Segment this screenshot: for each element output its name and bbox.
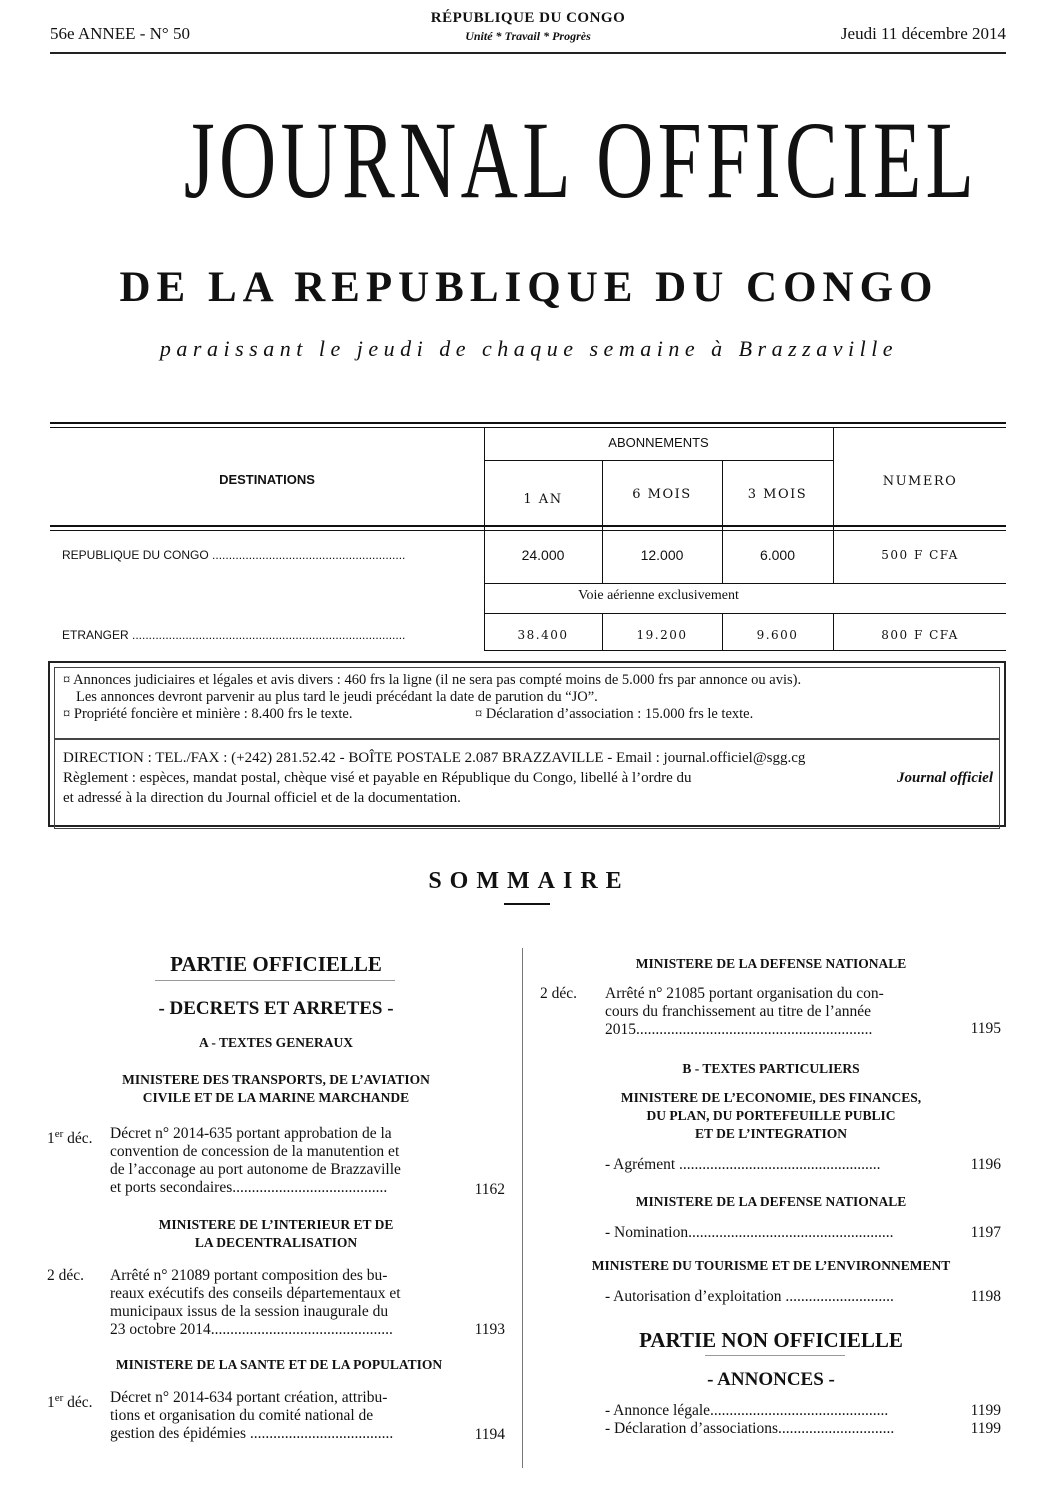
- sommaire-entry-arrete-21089[interactable]: [47, 1267, 505, 1343]
- destinations-header: DESTINATIONS: [219, 472, 315, 487]
- etranger-numero: 800 F CFA: [881, 628, 959, 642]
- textes-generaux-heading: A - TEXTES GENERAUX: [199, 1035, 353, 1050]
- sommaire-title: SOMMAIRE: [428, 868, 630, 894]
- entry-text-line: 23 octobre 2014...............................................: [110, 1321, 393, 1338]
- ministry-defense-1: MINISTERE DE LA DEFENSE NATIONALE: [635, 956, 907, 971]
- etranger-6mois: 19.200: [636, 628, 688, 642]
- entry-text-line: convention de concession de la manutention et: [110, 1143, 400, 1160]
- sommaire-entry-declaration[interactable]: [605, 1420, 1001, 1438]
- entry-page: 1194: [474, 1426, 505, 1443]
- table-hline-air: [484, 613, 1006, 614]
- notice-deadline: Les annonces devront parvenir au plus tard le jeudi précédant la date de parution du “JO”.: [76, 689, 598, 705]
- entry-text: [110, 1125, 440, 1197]
- partie-officielle-underline: [155, 980, 395, 981]
- entry-text-line: municipaux issus de la session inaugurale du: [110, 1303, 389, 1320]
- entry-page: 1162: [474, 1181, 505, 1198]
- entry-text-line: reaux exécutifs des conseils départementaux et: [110, 1285, 401, 1302]
- entry-text: [110, 1267, 440, 1339]
- partie-non-officielle-heading: PARTIE NON OFFICIELLE: [639, 1328, 903, 1352]
- entry-page: 1197: [970, 1224, 1001, 1241]
- annonces-heading: - ANNONCES -: [707, 1369, 835, 1390]
- ministry-interieur-line1: MINISTERE DE L’INTERIEUR ET DE: [158, 1217, 394, 1232]
- entry-text-line: tions et organisation du comité national de: [110, 1407, 374, 1424]
- etranger-3mois: 9.600: [756, 628, 799, 642]
- entry-text-line: Arrêté n° 21085 portant organisation du con-: [605, 985, 884, 1002]
- ministry-economie: [540, 1089, 1002, 1143]
- entry-text-line: 2015.............................................................: [605, 1021, 873, 1038]
- table-hline-congo: [484, 583, 1006, 584]
- ministry-interieur: [50, 1216, 502, 1252]
- ministry-economie-line3: ET DE L’INTEGRATION: [694, 1126, 848, 1141]
- entry-text: [605, 985, 948, 1039]
- reglement-journal: Journal officiel: [897, 770, 993, 786]
- entry-page: 1196: [970, 1156, 1001, 1173]
- entry-date: 2 déc.: [47, 1267, 85, 1284]
- congo-label: REPUBLIQUE DU CONGO ..........................................................: [62, 548, 406, 562]
- congo-6mois: 12.000: [640, 547, 684, 563]
- decrets-heading: - DECRETS ET ARRETES -: [158, 998, 394, 1019]
- notices-box: [48, 661, 1006, 827]
- issue-number: 56e ANNEE - N° 50: [50, 24, 190, 43]
- table-rule-header2: [50, 530, 1006, 531]
- table-vline-2: [602, 460, 603, 584]
- ministry-defense-2: MINISTERE DE LA DEFENSE NATIONALE: [635, 1194, 907, 1209]
- journal-tagline: paraissant le jeudi de chaque semaine à Brazzaville: [159, 336, 899, 361]
- ministry-transports-line2: CIVILE ET DE LA MARINE MARCHANDE: [142, 1090, 410, 1105]
- entry-text: - Agrément ....................................................: [605, 1156, 881, 1173]
- sommaire-entry-annonce-legale[interactable]: [605, 1402, 1001, 1420]
- congo-3mois: 6.000: [759, 547, 796, 563]
- tariff-notices: [54, 667, 1000, 739]
- direction-contact: DIRECTION : TEL./FAX : (+242) 281.52.42 - BOÎTE POSTALE 2.087 BRAZZAVILLE - Email : journal.officiel@sgg.cg: [63, 750, 806, 766]
- etranger-1an: 38.400: [517, 628, 569, 642]
- numero-header: NUMERO: [882, 474, 958, 489]
- journal-title: JOURNAL OFFICIEL: [183, 99, 979, 221]
- journal-subtitle: DE LA REPUBLIQUE DU CONGO: [119, 264, 939, 311]
- sommaire-entry-decret-634[interactable]: [47, 1389, 505, 1445]
- ministry-tourisme: MINISTERE DU TOURISME ET DE L’ENVIRONNEMENT: [591, 1258, 951, 1273]
- entry-text: [110, 1389, 440, 1443]
- air-note: Voie aérienne exclusivement: [578, 588, 739, 603]
- ministry-interieur-line2: LA DECENTRALISATION: [194, 1235, 358, 1250]
- notice-annonces: ¤ Annonces judiciaires et légales et avis divers : 460 frs la ligne (il ne sera pas compté moins de 5.000 frs par annonce ou avis).: [63, 672, 802, 688]
- sommaire-entry-autorisation[interactable]: [605, 1288, 1001, 1306]
- congo-1an: 24.000: [521, 547, 565, 563]
- ministry-transports: [50, 1071, 502, 1107]
- table-rule-top: [50, 422, 1006, 424]
- notice-propriete: ¤ Propriété foncière et minière : 8.400 frs le texte.: [63, 706, 353, 722]
- entry-text-line: cours du franchissement au titre de l’année: [605, 1003, 871, 1020]
- table-rule-top2: [50, 427, 1006, 428]
- column-separator: [522, 948, 523, 1468]
- republic-name: RÉPUBLIQUE DU CONGO: [430, 10, 626, 26]
- period-1an: 1 AN: [523, 492, 563, 507]
- partie-officielle-heading: PARTIE OFFICIELLE: [170, 952, 382, 976]
- entry-text-line: de l’acconage au port autonome de Brazzaville: [110, 1161, 401, 1178]
- table-vline-3: [722, 460, 723, 584]
- entry-page: 1198: [970, 1288, 1001, 1305]
- ministry-economie-line2: DU PLAN, DU PORTEFEUILLE PUBLIC: [646, 1108, 896, 1123]
- textes-particuliers-heading: B - TEXTES PARTICULIERS: [682, 1061, 860, 1076]
- table-hline-bottom: [484, 650, 1006, 651]
- entry-date: 1er déc.: [47, 1128, 93, 1148]
- congo-numero: 500 F CFA: [881, 548, 959, 562]
- entry-page: 1199: [970, 1402, 1001, 1419]
- sommaire-rule: [504, 903, 550, 905]
- partie-non-officielle-underline: [705, 1355, 845, 1356]
- issue-date: Jeudi 11 décembre 2014: [840, 24, 1006, 43]
- header-bar: [50, 10, 1006, 54]
- abonnements-header: ABONNEMENTS: [608, 435, 709, 450]
- period-6mois: 6 MOIS: [632, 487, 692, 502]
- sommaire-entry-decret-635[interactable]: [47, 1125, 505, 1201]
- entry-text: - Déclaration d’associations..............................: [605, 1420, 895, 1437]
- table-hline-abonnements: [484, 460, 833, 461]
- period-3mois: 3 MOIS: [747, 487, 808, 502]
- entry-text: - Annonce légale..............................................: [605, 1402, 889, 1419]
- sommaire-entry-arrete-21085[interactable]: [540, 985, 1001, 1041]
- entry-text: - Nomination.....................................................: [605, 1224, 894, 1241]
- notice-association: ¤ Déclaration d’association : 15.000 frs le texte.: [475, 706, 754, 722]
- reglement-address: et adressé à la direction du Journal officiel et de la documentation.: [63, 790, 461, 806]
- entry-text: - Autorisation d’exploitation ............................: [605, 1288, 894, 1305]
- direction-info: [54, 739, 1000, 829]
- entry-date: 1er déc.: [47, 1392, 93, 1412]
- sommaire-entry-agrement[interactable]: [605, 1156, 1001, 1174]
- entry-page: 1195: [970, 1020, 1001, 1037]
- table-rule-header: [50, 525, 1006, 527]
- ministry-sante: MINISTERE DE LA SANTE ET DE LA POPULATION: [115, 1357, 443, 1372]
- entry-text-line: gestion des épidémies .....................................: [110, 1425, 394, 1442]
- entry-text-line: Arrêté n° 21089 portant composition des bu-: [110, 1267, 388, 1284]
- ministry-economie-line1: MINISTERE DE L’ECONOMIE, DES FINANCES,: [620, 1090, 922, 1105]
- etranger-label: ETRANGER ..................................................................................: [62, 628, 406, 642]
- entry-page: 1193: [474, 1321, 505, 1338]
- entry-page: 1199: [970, 1420, 1001, 1437]
- sommaire-entry-nomination[interactable]: [605, 1224, 1001, 1242]
- entry-text-line: et ports secondaires........................................: [110, 1179, 388, 1196]
- entry-text-line: Décret n° 2014-635 portant approbation de la: [110, 1125, 392, 1142]
- entry-date: 2 déc.: [540, 985, 578, 1002]
- reglement-text: Règlement : espèces, mandat postal, chèque visé et payable en République du Congo, libellé à l’ordre du: [63, 770, 692, 786]
- national-motto: Unité * Travail * Progrès: [465, 29, 591, 43]
- ministry-transports-line1: MINISTERE DES TRANSPORTS, DE L’AVIATION: [122, 1072, 430, 1087]
- entry-text-line: Décret n° 2014-634 portant création, attribu-: [110, 1389, 388, 1406]
